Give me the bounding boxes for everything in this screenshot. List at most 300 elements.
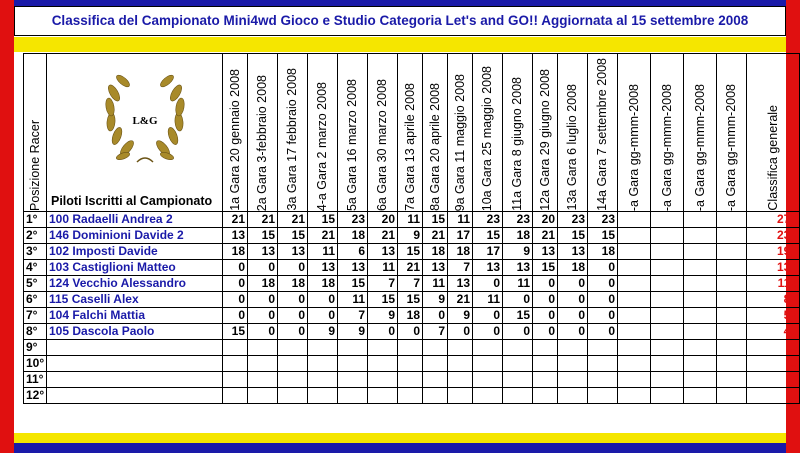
score-cell: 23 [503, 211, 533, 227]
score-cell [338, 371, 368, 387]
score-cell [651, 275, 684, 291]
score-cell: 9 [503, 243, 533, 259]
race-header-7 [398, 54, 423, 212]
score-cell [717, 323, 747, 339]
score-cell [473, 339, 503, 355]
score-cell: 7 [338, 307, 368, 323]
score-cell: 11 [308, 243, 338, 259]
total-score-cell: 234 [747, 227, 800, 243]
score-cell [618, 339, 651, 355]
score-cell [651, 291, 684, 307]
score-cell: 0 [308, 307, 338, 323]
score-cell [448, 387, 473, 403]
score-cell [618, 307, 651, 323]
score-cell [533, 355, 558, 371]
score-cell: 13 [448, 275, 473, 291]
score-cell [684, 371, 717, 387]
race-header-8 [423, 54, 448, 212]
score-cell [651, 243, 684, 259]
race-header-label: 12a Gara 29 giugno 2008 [537, 69, 552, 211]
score-cell [503, 355, 533, 371]
score-cell [717, 355, 747, 371]
score-cell [717, 291, 747, 307]
score-cell: 0 [588, 323, 618, 339]
score-cell [368, 355, 398, 371]
pilot-name-cell: 124 Vecchio Alessandro [47, 275, 223, 291]
score-cell: 15 [398, 291, 423, 307]
score-cell: 0 [398, 323, 423, 339]
pilots-header [47, 54, 223, 212]
total-score-cell: 0 [747, 355, 800, 371]
score-cell: 17 [448, 227, 473, 243]
race-header-17 [684, 54, 717, 212]
score-cell: 21 [248, 211, 278, 227]
score-cell [588, 387, 618, 403]
score-cell: 0 [588, 259, 618, 275]
score-cell: 20 [533, 211, 558, 227]
score-cell [308, 339, 338, 355]
score-cell: 21 [278, 211, 308, 227]
score-cell: 13 [558, 243, 588, 259]
score-cell [503, 371, 533, 387]
score-cell: 13 [278, 243, 308, 259]
score-cell: 0 [558, 307, 588, 323]
svg-text:L&G: L&G [132, 115, 158, 127]
score-cell [558, 387, 588, 403]
race-header-3 [278, 54, 308, 212]
score-cell: 15 [473, 227, 503, 243]
score-cell [651, 307, 684, 323]
race-header-18 [717, 54, 747, 212]
score-cell: 13 [368, 243, 398, 259]
score-cell: 15 [558, 227, 588, 243]
score-cell [448, 339, 473, 355]
score-cell [223, 355, 248, 371]
score-cell: 0 [473, 323, 503, 339]
race-header-9 [448, 54, 473, 212]
score-cell [618, 243, 651, 259]
score-cell [473, 387, 503, 403]
race-header-label: 8a Gara 20 aprile 2008 [427, 83, 442, 211]
score-cell [278, 339, 308, 355]
score-cell: 13 [338, 259, 368, 275]
position-cell: 9° [24, 339, 47, 355]
score-cell: 11 [473, 291, 503, 307]
score-cell: 0 [588, 291, 618, 307]
score-cell [533, 371, 558, 387]
score-cell: 21 [308, 227, 338, 243]
score-cell [423, 355, 448, 371]
score-cell: 0 [223, 307, 248, 323]
position-header-label: Posizione Racer [27, 119, 42, 211]
race-header-16 [651, 54, 684, 212]
score-cell [684, 227, 717, 243]
score-cell: 18 [278, 275, 308, 291]
position-cell: 4° [24, 259, 47, 275]
table-row [24, 227, 800, 243]
score-cell [618, 371, 651, 387]
score-cell [398, 339, 423, 355]
total-header [747, 54, 800, 212]
score-cell: 13 [308, 259, 338, 275]
score-cell [618, 387, 651, 403]
score-cell [717, 243, 747, 259]
score-cell: 20 [368, 211, 398, 227]
score-cell: 18 [338, 227, 368, 243]
score-cell [223, 339, 248, 355]
score-cell: 9 [398, 227, 423, 243]
score-cell [558, 339, 588, 355]
score-cell [278, 371, 308, 387]
position-cell: 6° [24, 291, 47, 307]
score-cell [618, 211, 651, 227]
score-cell: 23 [338, 211, 368, 227]
score-cell: 11 [423, 275, 448, 291]
score-cell: 0 [248, 291, 278, 307]
total-score-cell: 82 [747, 291, 800, 307]
yellow-divider [14, 37, 786, 52]
bottom-yellow-border [14, 433, 786, 443]
score-cell [651, 387, 684, 403]
score-cell: 18 [308, 275, 338, 291]
score-cell [684, 275, 717, 291]
position-cell: 8° [24, 323, 47, 339]
header-row [24, 54, 800, 212]
score-cell [398, 387, 423, 403]
score-cell: 0 [503, 323, 533, 339]
score-cell [717, 307, 747, 323]
score-cell [248, 355, 278, 371]
score-cell: 15 [503, 307, 533, 323]
score-cell [684, 323, 717, 339]
score-cell: 9 [423, 291, 448, 307]
score-cell [684, 355, 717, 371]
score-cell [368, 371, 398, 387]
race-header-label: -a Gara gg-mmm-2008 [626, 83, 641, 211]
race-header-label: 4-a Gara 2 marzo 2008 [315, 81, 329, 211]
score-cell: 13 [473, 259, 503, 275]
table-row [24, 291, 800, 307]
race-header-14 [588, 54, 618, 212]
score-cell: 23 [588, 211, 618, 227]
race-header-label: 10a Gara 25 maggio 2008 [480, 65, 494, 211]
score-cell [684, 339, 717, 355]
score-cell: 0 [248, 307, 278, 323]
score-cell: 15 [368, 291, 398, 307]
score-cell [717, 275, 747, 291]
score-cell: 11 [503, 275, 533, 291]
score-cell [533, 339, 558, 355]
score-cell [717, 339, 747, 355]
score-cell: 9 [308, 323, 338, 339]
pilot-name-cell: 102 Imposti Davide [47, 243, 223, 259]
page-title: Classifica del Campionato Mini4wd Gioco e Studio Categoria Let's and GO!! Aggiornata al 15 settembre 2008 [14, 6, 786, 36]
table-row [24, 211, 800, 227]
score-cell [503, 339, 533, 355]
score-cell [338, 339, 368, 355]
score-cell: 18 [588, 243, 618, 259]
pilot-name-cell [47, 371, 223, 387]
score-cell: 0 [473, 275, 503, 291]
score-cell: 18 [398, 307, 423, 323]
table-row [24, 339, 800, 355]
pilot-name-cell: 104 Falchi Mattia [47, 307, 223, 323]
score-cell: 15 [278, 227, 308, 243]
standings-table [23, 53, 800, 404]
score-cell: 21 [368, 227, 398, 243]
score-cell [684, 259, 717, 275]
score-cell [368, 387, 398, 403]
score-cell: 18 [558, 259, 588, 275]
score-cell: 9 [448, 307, 473, 323]
race-header-12 [533, 54, 558, 212]
total-score-cell: 270 [747, 211, 800, 227]
table-row [24, 323, 800, 339]
score-cell [338, 355, 368, 371]
race-header-label: -a Gara gg-mmm-2008 [692, 83, 707, 211]
score-cell [368, 339, 398, 355]
score-cell [618, 259, 651, 275]
score-cell [684, 291, 717, 307]
race-header-label: 5a Gara 16 marzo 2008 [345, 78, 359, 211]
pilot-name-cell: 103 Castiglioni Matteo [47, 259, 223, 275]
total-score-cell: 0 [747, 387, 800, 403]
total-score-cell: 40 [747, 323, 800, 339]
score-cell [588, 339, 618, 355]
score-cell [558, 355, 588, 371]
score-cell [651, 355, 684, 371]
score-cell: 0 [588, 275, 618, 291]
score-cell [308, 355, 338, 371]
score-cell: 7 [423, 323, 448, 339]
race-header-label: 7a Gara 13 aprile 2008 [402, 83, 417, 211]
score-cell: 0 [533, 307, 558, 323]
score-cell [651, 371, 684, 387]
score-cell [618, 355, 651, 371]
score-cell: 23 [473, 211, 503, 227]
score-cell: 15 [223, 323, 248, 339]
score-cell [423, 339, 448, 355]
score-cell [651, 211, 684, 227]
pilot-name-cell: 100 Radaelli Andrea 2 [47, 211, 223, 227]
score-cell: 0 [278, 307, 308, 323]
score-cell: 15 [423, 211, 448, 227]
score-cell: 11 [448, 211, 473, 227]
score-cell: 15 [398, 243, 423, 259]
score-cell: 18 [503, 227, 533, 243]
score-cell [717, 387, 747, 403]
score-cell [248, 387, 278, 403]
score-cell: 15 [248, 227, 278, 243]
table-row [24, 275, 800, 291]
score-cell: 0 [248, 259, 278, 275]
score-cell: 15 [588, 227, 618, 243]
score-cell [684, 211, 717, 227]
race-header-label: 13a Gara 6 luglio 2008 [565, 84, 579, 211]
score-cell [503, 387, 533, 403]
total-score-cell: 0 [747, 371, 800, 387]
score-cell: 0 [278, 259, 308, 275]
score-cell: 7 [448, 259, 473, 275]
race-header-label: 9a Gara 11 maggio 2008 [452, 73, 467, 211]
total-score-cell: 118 [747, 275, 800, 291]
race-header-label: -a Gara gg-mmm-2008 [724, 83, 738, 211]
score-cell: 11 [398, 211, 423, 227]
position-cell: 12° [24, 387, 47, 403]
score-cell: 0 [533, 275, 558, 291]
score-cell: 0 [473, 307, 503, 323]
score-cell: 15 [308, 211, 338, 227]
score-cell [618, 275, 651, 291]
score-cell: 11 [338, 291, 368, 307]
score-cell: 21 [223, 211, 248, 227]
score-cell: 0 [503, 291, 533, 307]
race-header-label: 1a Gara 20 gennaio 2008 [227, 69, 242, 211]
score-cell [684, 243, 717, 259]
score-cell [448, 355, 473, 371]
score-cell: 15 [338, 275, 368, 291]
score-cell [684, 387, 717, 403]
position-cell: 3° [24, 243, 47, 259]
table-row [24, 259, 800, 275]
score-cell [588, 355, 618, 371]
score-cell: 0 [368, 323, 398, 339]
score-cell: 0 [448, 323, 473, 339]
position-cell: 1° [24, 211, 47, 227]
score-cell: 21 [448, 291, 473, 307]
table-row [24, 371, 800, 387]
race-header-label: 14a Gara 7 settembre 2008 [595, 58, 609, 211]
score-cell: 0 [588, 307, 618, 323]
score-cell: 0 [248, 323, 278, 339]
score-cell [651, 339, 684, 355]
score-cell [473, 355, 503, 371]
race-header-5 [338, 54, 368, 212]
score-cell [248, 339, 278, 355]
race-header-6 [368, 54, 398, 212]
score-cell: 18 [423, 243, 448, 259]
position-header [24, 54, 47, 212]
score-cell [651, 227, 684, 243]
score-cell: 0 [308, 291, 338, 307]
score-cell [717, 259, 747, 275]
pilot-name-cell: 115 Caselli Alex [47, 291, 223, 307]
score-cell: 0 [533, 323, 558, 339]
bottom-blue-border [14, 443, 786, 453]
position-cell: 5° [24, 275, 47, 291]
score-cell [717, 211, 747, 227]
score-cell [651, 323, 684, 339]
score-cell: 0 [558, 275, 588, 291]
score-cell [223, 387, 248, 403]
pilot-name-cell: 105 Dascola Paolo [47, 323, 223, 339]
table-row [24, 243, 800, 259]
score-cell: 0 [223, 291, 248, 307]
score-cell: 0 [558, 291, 588, 307]
score-cell [308, 371, 338, 387]
total-score-cell: 58 [747, 307, 800, 323]
score-cell [717, 227, 747, 243]
table-row [24, 387, 800, 403]
race-header-13 [558, 54, 588, 212]
score-cell [448, 371, 473, 387]
score-cell: 13 [423, 259, 448, 275]
race-header-2 [248, 54, 278, 212]
score-cell [717, 371, 747, 387]
pilot-name-cell [47, 387, 223, 403]
position-cell: 11° [24, 371, 47, 387]
score-cell: 21 [423, 227, 448, 243]
position-cell: 2° [24, 227, 47, 243]
score-cell: 0 [278, 291, 308, 307]
score-cell [618, 323, 651, 339]
race-header-label: 11a Gara 8 giugno 2008 [510, 76, 524, 211]
race-header-label: 3a Gara 17 febbraio 2008 [285, 68, 299, 211]
left-red-border [0, 0, 14, 453]
race-header-10 [473, 54, 503, 212]
score-cell: 13 [533, 243, 558, 259]
score-cell [278, 355, 308, 371]
pilot-name-cell [47, 355, 223, 371]
score-cell: 0 [423, 307, 448, 323]
score-cell [248, 371, 278, 387]
score-cell [684, 307, 717, 323]
score-cell: 7 [368, 275, 398, 291]
score-cell [423, 387, 448, 403]
race-header-label: -a Gara gg-mmm-2008 [659, 83, 674, 211]
score-cell: 9 [338, 323, 368, 339]
position-cell: 10° [24, 355, 47, 371]
score-cell: 11 [368, 259, 398, 275]
score-cell: 9 [368, 307, 398, 323]
score-cell: 0 [533, 291, 558, 307]
score-cell [618, 227, 651, 243]
score-cell [533, 387, 558, 403]
score-cell [651, 259, 684, 275]
laurel-wreath-logo [97, 66, 193, 170]
score-cell: 6 [338, 243, 368, 259]
score-cell [588, 371, 618, 387]
score-cell: 13 [223, 227, 248, 243]
score-cell [223, 371, 248, 387]
total-score-cell: 137 [747, 259, 800, 275]
score-cell [398, 371, 423, 387]
score-cell: 21 [398, 259, 423, 275]
score-cell: 13 [503, 259, 533, 275]
score-cell [338, 387, 368, 403]
race-header-15 [618, 54, 651, 212]
position-cell: 7° [24, 307, 47, 323]
table-row [24, 307, 800, 323]
score-cell [558, 371, 588, 387]
score-cell: 0 [278, 323, 308, 339]
score-cell [398, 355, 423, 371]
score-cell: 0 [223, 275, 248, 291]
score-cell [278, 387, 308, 403]
score-cell: 0 [558, 323, 588, 339]
pilots-header-label: Piloti Iscritti al Campionato [51, 193, 213, 208]
table-row [24, 355, 800, 371]
score-cell [618, 291, 651, 307]
score-cell [308, 387, 338, 403]
pilot-name-cell: 146 Dominioni Davide 2 [47, 227, 223, 243]
total-header-label: Classifica generale [765, 105, 780, 211]
pilot-name-cell [47, 339, 223, 355]
score-cell: 7 [398, 275, 423, 291]
score-cell: 21 [533, 227, 558, 243]
race-header-label: 2a Gara 3-febbraio 2008 [255, 74, 269, 211]
score-cell: 13 [248, 243, 278, 259]
